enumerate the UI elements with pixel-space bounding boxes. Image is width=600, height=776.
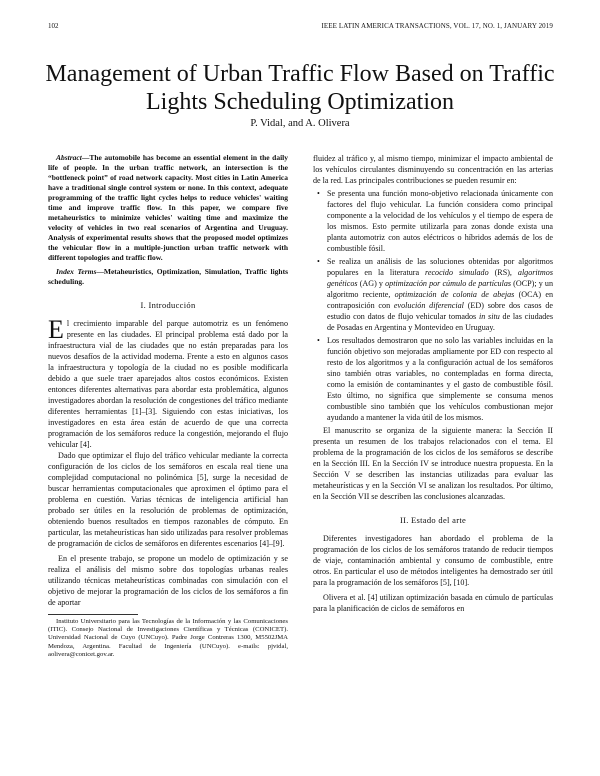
intro-paragraph-1 xyxy=(48,315,288,450)
italic-term: recocido simulado xyxy=(425,268,489,277)
right-paragraph-3: Olivera et al. [4] utilizan optimización basada en cúmulo de partículas para la planificación de ciclos de semáforos en xyxy=(313,593,553,613)
italic-term: in situ xyxy=(478,312,500,321)
italic-term: optimización de colonia de abejas xyxy=(394,290,515,299)
abstract-label: Abstract xyxy=(56,153,82,162)
intro-paragraph-1-text: l crecimiento imparable del parque automotriz es un fenómeno presente en las ciudades. El principal problema está dado por la infraestructura vial de las ciudades que no están preparadas para los nuevos desafíos de la actividad moderna. Frente a esto en algunos casos la infraestructura y topología de la ciudad no es posible modificarla debido a que suele traer aparejados altos costos económicos. Existen entonces diferentes alternativas para abordar esta problemática, algunos investigadores abordan la resolución de congestiones del tráfico mediante diferentes herramientas [1]–[3]. Siguiendo con estas iniciativas, los investigadores en esta área están de acuerdo de que una correcta programación de los semáforos reduce la congestión, mejorando el flujo vehicular [4]. xyxy=(48,319,288,449)
text-run: (RS), xyxy=(488,268,518,277)
italic-term: evolución diferencial xyxy=(393,301,464,310)
list-item xyxy=(327,256,553,333)
section-heading-state-of-art: II. Estado del arte xyxy=(399,515,467,525)
contributions-list xyxy=(313,188,553,423)
index-terms-label: Index Terms xyxy=(56,267,97,276)
list-item: • Los resultados demostraron que no solo las variables incluidas en la función objetivo son mejoradas ampliamente por ED con respecto al resto de los algoritmos y a la configuración actual de los semáforos sino también otras variables, no contempladas en forma directa, como la emisión de contaminantes y el gasto de combustible fósil. Esto último, no significa que simplemente se consuma menos combustible sino también que los vehículos combustionan mejor ayudando a mantener la vida útil de los mismos. xyxy=(327,335,553,423)
left-column xyxy=(48,153,288,659)
abstract-text: —The automobile has become an essential element in the daily life of people. In the urban traffic network, an intersection is the “bottleneck point” of road network capacity. Most cities in Latin America have a traditional single control system or none. In this context, adequate programming of the traffic light cycles helps to reduce vehicles' waiting time and improve traffic flow. In this paper, we compare five metaheuristics to minimize vehicles' waiting time and maximize the velocity of vehicles in two real scenarios of Argentina and Uruguay. Analysis of experimental results shows that the proposed model optimizes the vehicular flow in a multiple-junction urban traffic network with different topologies and traffic flow. xyxy=(48,153,288,262)
text-run: (AG) y xyxy=(357,279,386,288)
section-heading-intro: I. Introducción xyxy=(140,300,196,310)
text-run: (OCA) en contraposición con xyxy=(327,290,553,310)
authors: P. Vidal, and A. Olivera xyxy=(250,118,350,129)
intro-paragraph-2: Dado que optimizar el flujo del tráfico vehicular mediante la correcta configuración de los ciclos de los semáforos en escala real tiene una complejidad computacional no polinómica [5], surge la necesidad de buscar herramientas computacionales que aproximen el óptimo para el problema en cuestión. Varias técnicas de inteligencia artificial han probado ser útiles en la resolución de problemas de optimización, obteniendo buenos resultados en tiempos razonables de cómputo. En particular, las metaheurísticas han sido utilizadas para resolver problemas de programación de ciclos de semáforos en diferentes escenarios [4]–[9]. xyxy=(48,451,288,548)
paper-title: Management of Urban Traffic Flow Based on Traffic Lights Scheduling Optimization xyxy=(45,61,555,115)
abstract xyxy=(48,153,288,263)
page-number: 102 xyxy=(48,22,59,30)
right-column xyxy=(313,153,553,614)
text-run: de las ciudades de Posadas en Argentina y Montevideo en Uruguay. xyxy=(327,312,553,332)
index-terms-text: —Metaheuristics, Optimization, Simulation, Traffic lights scheduling. xyxy=(48,267,289,286)
text-run: Se realiza un análisis de las soluciones obtenidas por algoritmos populares en la literatura xyxy=(327,257,553,277)
index-terms xyxy=(48,267,288,287)
right-paragraph-1: El manuscrito se organiza de la siguiente manera: la Sección II presenta un resumen de los trabajos relacionados con el tema. El problema de la programación de los ciclos de los semáforos se describe en la Sección III. En la Sección IV se introduce nuestra propuesta. En la Sección V se describen las instancias utilizadas para evaluar las metaheurísticas y en la Sección VI se analizan los resultados. Por último, en la Sección VII se describen las conclusiones alcanzadas. xyxy=(313,426,553,501)
text-run: (OCP); y un algoritmo reciente, xyxy=(327,279,553,299)
right-paragraph-0: fluidez al tráfico y, al mismo tiempo, minimizar el impacto ambiental de los vehículos circulantes disminuyendo su concentración en las arterias de la red. Las principales contribuciones se pueden resumir en: xyxy=(313,154,553,185)
journal-header: IEEE LATIN AMERICA TRANSACTIONS, VOL. 17, NO. 1, JANUARY 2019 xyxy=(321,22,553,30)
text-run: (ED) sobre dos casos de estudio con datos de flujo vehicular tomados xyxy=(327,301,553,321)
list-item: • Se presenta una función mono-objetivo relacionada únicamente con factores del flujo vehicular. La función considera como principal componente a la velocidad de los vehículos y el tiempo de espera de los mismos. Esto permite utilizarla para zonas donde exista una planta automotriz con autos eléctricos o híbridos además de los de combustible fósil. xyxy=(327,188,553,254)
drop-cap: E xyxy=(48,315,64,344)
italic-term: optimización por cúmulo de partículas xyxy=(385,279,512,288)
right-paragraph-2: Diferentes investigadores han abordado el problema de la programación de los ciclos de los semáforos tratando de reducir tiempos de viaje, contaminación ambiental y consumo de combustible, entre otros. En particular el uso de métodos inteligentes ha demostrado ser útil para la programación de los semáforos [5], [10]. xyxy=(313,534,553,587)
affiliation-footnote: Instituto Universitario para las Tecnologías de la Información y las Comunicaciones (ITIC). Consejo Nacional de Investigaciones Científicas y Técnicas (CONICET). Universidad Nacional de Cuyo (UNCuyo). Padre Jorge Contreras 1300, M5502JMA Mendoza, Argentina. Facultad de Ingeniería (UNCuyo). e-mails: pjvidal, aolivera@conicet.gov.ar. xyxy=(48,618,288,658)
italic-term: algoritmos genéticos xyxy=(327,268,553,288)
footnote-rule xyxy=(48,614,138,615)
intro-paragraph-3: En el presente trabajo, se propone un modelo de optimización y se realiza el análisis del mismo sobre dos topologías urbanas reales utilizando técnicas metaheurísticas combinadas con simulación con el objetivo de mejorar la programación de los ciclos de los semáforos a fin de aportar xyxy=(48,554,288,607)
